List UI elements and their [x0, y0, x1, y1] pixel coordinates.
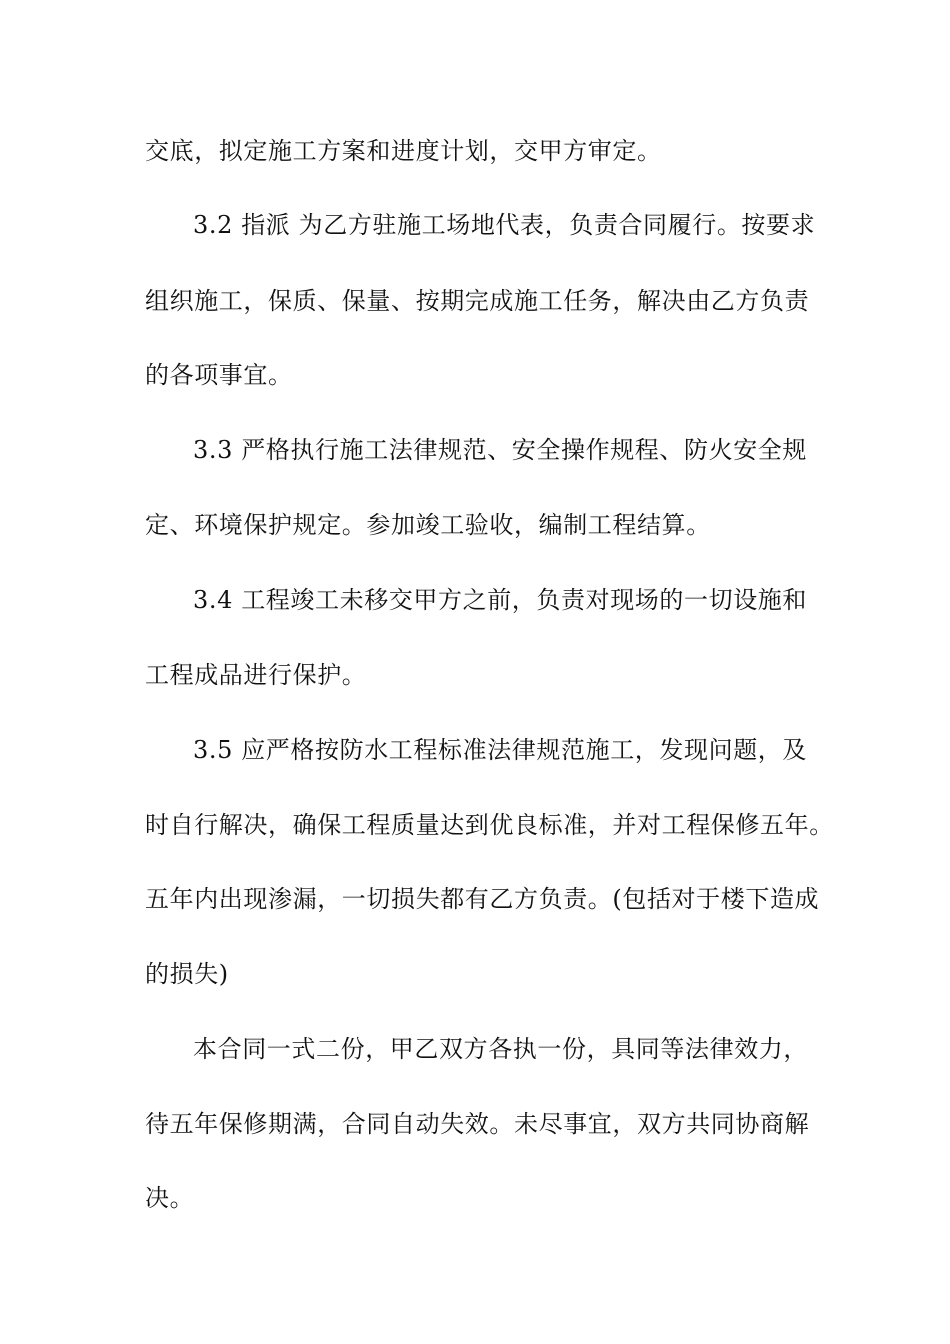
text-line: 待五年保修期满，合同自动失效。未尽事宜，双方共同协商解 — [145, 1110, 810, 1138]
text-line: 的各项事宜。 — [145, 361, 293, 389]
text-line: 决。 — [145, 1184, 195, 1212]
clause-3-2-line: 3.2 指派 为乙方驻施工场地代表，负责合同履行。按要求 — [193, 211, 816, 239]
clause-3-4-line: 3.4 工程竣工未移交甲方之前，负责对现场的一切设施和 — [193, 586, 807, 614]
text-line: 工程成品进行保护。 — [145, 661, 367, 689]
clause-3-3-line: 3.3 严格执行施工法律规范、安全操作规程、防火安全规 — [193, 436, 807, 464]
text-line: 组织施工，保质、保量、按期完成施工任务，解决由乙方负责 — [145, 287, 810, 315]
text-line: 交底，拟定施工方案和进度计划，交甲方审定。 — [145, 137, 662, 165]
text-line: 五年内出现渗漏，一切损失都有乙方负责。(包括对于楼下造成 — [145, 885, 820, 913]
closing-paragraph-line: 本合同一式二份，甲乙双方各执一份，具同等法律效力， — [193, 1035, 808, 1063]
text-line: 时自行解决，确保工程质量达到优良标准，并对工程保修五年。 — [145, 811, 834, 839]
clause-3-5-line: 3.5 应严格按防水工程标准法律规范施工，发现问题，及 — [193, 736, 807, 764]
text-line: 定、环境保护规定。参加竣工验收，编制工程结算。 — [145, 511, 711, 539]
text-line: 的损失) — [145, 960, 229, 988]
